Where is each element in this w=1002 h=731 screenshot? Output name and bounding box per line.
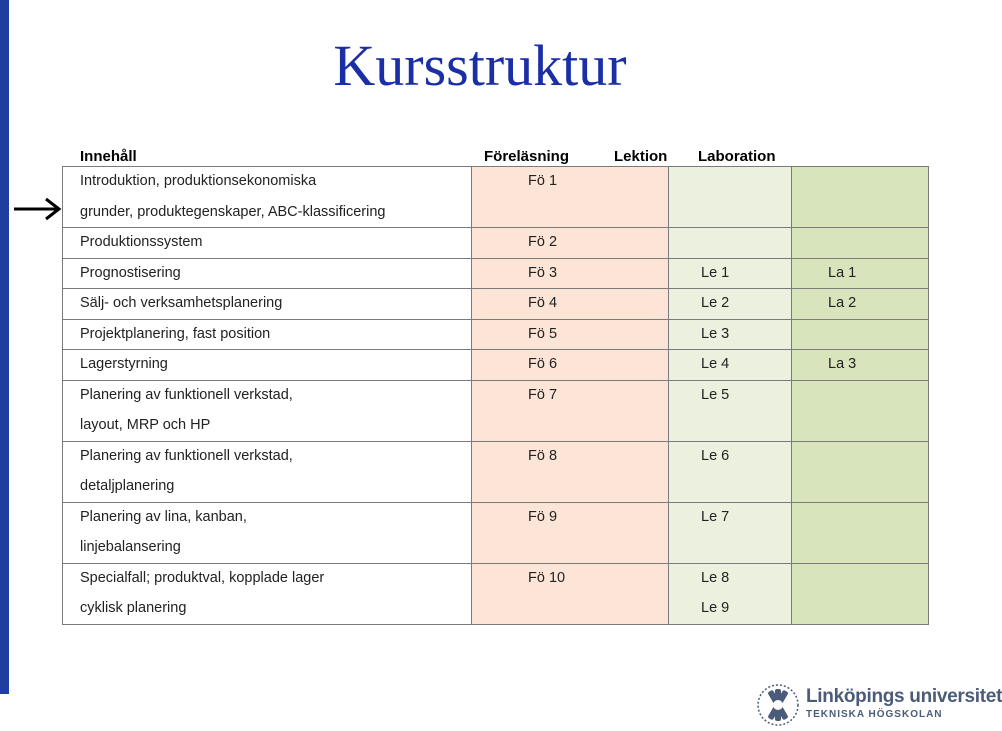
content-cell-text: Introduktion, produktionsekonomiska <box>80 173 317 189</box>
content-cell-text: Produktionssystem <box>80 234 203 250</box>
lecture-cell <box>472 380 669 441</box>
lecture-cell <box>472 319 669 350</box>
lecture-cell-text: Fö 3 <box>528 264 558 281</box>
lab-cell-text: La 1 <box>828 264 857 281</box>
lesson-cell <box>669 563 792 624</box>
lesson-cell-text <box>701 167 791 197</box>
table-row <box>63 289 929 320</box>
lab-cell <box>792 289 929 320</box>
content-cell <box>63 502 472 563</box>
lecture-cell-text: Fö 9 <box>528 508 558 525</box>
lesson-cell <box>669 228 792 259</box>
lesson-cell-empty <box>701 410 791 441</box>
lesson-cell <box>669 289 792 320</box>
lab-cell-text <box>828 381 928 411</box>
lab-cell <box>792 228 929 259</box>
lecture-cell <box>472 258 669 289</box>
lesson-cell-text: Le 7 <box>701 508 730 525</box>
lecture-cell-empty <box>528 471 668 502</box>
lesson-cell <box>669 167 792 228</box>
table-row <box>63 167 929 228</box>
lesson-cell-text: Le 4 <box>701 356 730 372</box>
lecture-cell-text: Fö 4 <box>528 295 558 311</box>
lesson-cell-text: Le 6 <box>701 447 730 464</box>
lecture-cell-text: Fö 2 <box>528 234 558 250</box>
table-row <box>63 441 929 502</box>
university-logo <box>756 683 1002 727</box>
lab-cell <box>792 167 929 228</box>
lecture-cell-text: Fö 6 <box>528 356 558 372</box>
lesson-cell-text: Le 8 <box>701 569 730 586</box>
content-cell-text: Sälj- och verksamhetsplanering <box>80 295 283 311</box>
university-logo-icon <box>756 683 800 727</box>
lecture-cell-text: Fö 7 <box>528 386 558 403</box>
table-row <box>63 258 929 289</box>
table-row <box>63 380 929 441</box>
lecture-cell-empty <box>528 593 668 624</box>
content-cell-text: Planering av funktionell verkstad, <box>80 447 293 464</box>
lesson-cell <box>669 319 792 350</box>
lesson-cell <box>669 258 792 289</box>
content-cell-text: Prognostisering <box>80 264 181 281</box>
lab-cell <box>792 258 929 289</box>
lecture-cell-empty <box>528 197 668 228</box>
lecture-cell-text: Fö 10 <box>528 569 566 586</box>
page-title: Kursstruktur <box>333 33 627 98</box>
left-accent-bar <box>0 0 9 694</box>
lecture-cell <box>472 350 669 381</box>
lesson-cell-text: Le 2 <box>701 295 730 311</box>
lesson-cell-empty <box>701 532 791 563</box>
table-row <box>63 563 929 624</box>
header-lab: Laboration <box>698 148 776 165</box>
content-cell <box>63 350 472 381</box>
lesson-cell <box>669 350 792 381</box>
lab-cell-text <box>828 503 928 533</box>
lecture-cell-empty <box>528 532 668 563</box>
header-content: Innehåll <box>80 148 137 165</box>
logo-subtitle: TEKNISKA HÖGSKOLAN <box>806 709 943 720</box>
table-row <box>63 350 929 381</box>
content-cell-text: layout, MRP och HP <box>80 417 211 433</box>
lecture-cell <box>472 441 669 502</box>
lab-cell-text <box>828 442 928 472</box>
content-cell <box>63 228 472 259</box>
lab-cell-text <box>828 320 928 350</box>
content-cell <box>63 167 472 228</box>
lecture-cell <box>472 563 669 624</box>
table-row <box>63 502 929 563</box>
lesson-cell-text: Le 9 <box>701 600 730 616</box>
lecture-cell <box>472 228 669 259</box>
lab-cell-empty <box>828 410 928 441</box>
content-cell-text: detaljplanering <box>80 478 175 494</box>
content-cell <box>63 289 472 320</box>
content-cell-text: linjebalansering <box>80 539 181 555</box>
content-cell <box>63 380 472 441</box>
lesson-cell-text: Le 5 <box>701 386 730 403</box>
course-table <box>62 166 929 625</box>
content-cell-text: Specialfall; produktval, kopplade lager <box>80 569 325 586</box>
content-cell <box>63 319 472 350</box>
lab-cell <box>792 380 929 441</box>
lecture-cell <box>472 289 669 320</box>
lecture-cell <box>472 502 669 563</box>
lab-cell-empty <box>828 593 928 624</box>
lesson-cell <box>669 502 792 563</box>
header-lecture: Föreläsning <box>484 148 570 165</box>
lecture-cell <box>472 167 669 228</box>
content-cell <box>63 441 472 502</box>
lab-cell-empty <box>828 471 928 502</box>
lesson-cell <box>669 441 792 502</box>
lab-cell-text: La 2 <box>828 295 857 311</box>
lesson-cell <box>669 380 792 441</box>
lab-cell-empty <box>828 532 928 563</box>
lesson-cell-empty <box>701 471 791 502</box>
lab-cell <box>792 563 929 624</box>
lab-cell <box>792 319 929 350</box>
lecture-cell-text: Fö 5 <box>528 325 558 342</box>
lab-cell-text <box>828 564 928 594</box>
content-cell-text: Planering av funktionell verkstad, <box>80 386 293 403</box>
table-row <box>63 319 929 350</box>
content-cell-text: Planering av lina, kanban, <box>80 508 247 525</box>
right-arrow-icon <box>12 196 64 222</box>
lecture-cell-text: Fö 1 <box>528 173 558 189</box>
content-cell-text: Lagerstyrning <box>80 356 168 372</box>
lesson-cell-text: Le 3 <box>701 325 730 342</box>
lesson-cell-empty <box>701 197 791 228</box>
lab-cell <box>792 502 929 563</box>
content-cell-text: grunder, produktegenskaper, ABC-klassificering <box>80 203 386 220</box>
lesson-cell-text <box>701 228 791 258</box>
lab-cell <box>792 350 929 381</box>
lesson-cell-text: Le 1 <box>701 264 730 281</box>
content-cell-text: Projektplanering, fast position <box>80 325 271 342</box>
content-cell <box>63 563 472 624</box>
lab-cell-text <box>828 167 928 197</box>
lab-cell-empty <box>828 197 928 228</box>
content-cell-text: cyklisk planering <box>80 600 187 616</box>
lab-cell <box>792 441 929 502</box>
lab-cell-text <box>828 228 928 258</box>
lecture-cell-text: Fö 8 <box>528 447 558 464</box>
logo-name: Linköpings universitet <box>806 686 1002 707</box>
lecture-cell-empty <box>528 410 668 441</box>
table-row <box>63 228 929 259</box>
lab-cell-text: La 3 <box>828 356 857 372</box>
header-lesson: Lektion <box>614 148 668 165</box>
content-cell <box>63 258 472 289</box>
